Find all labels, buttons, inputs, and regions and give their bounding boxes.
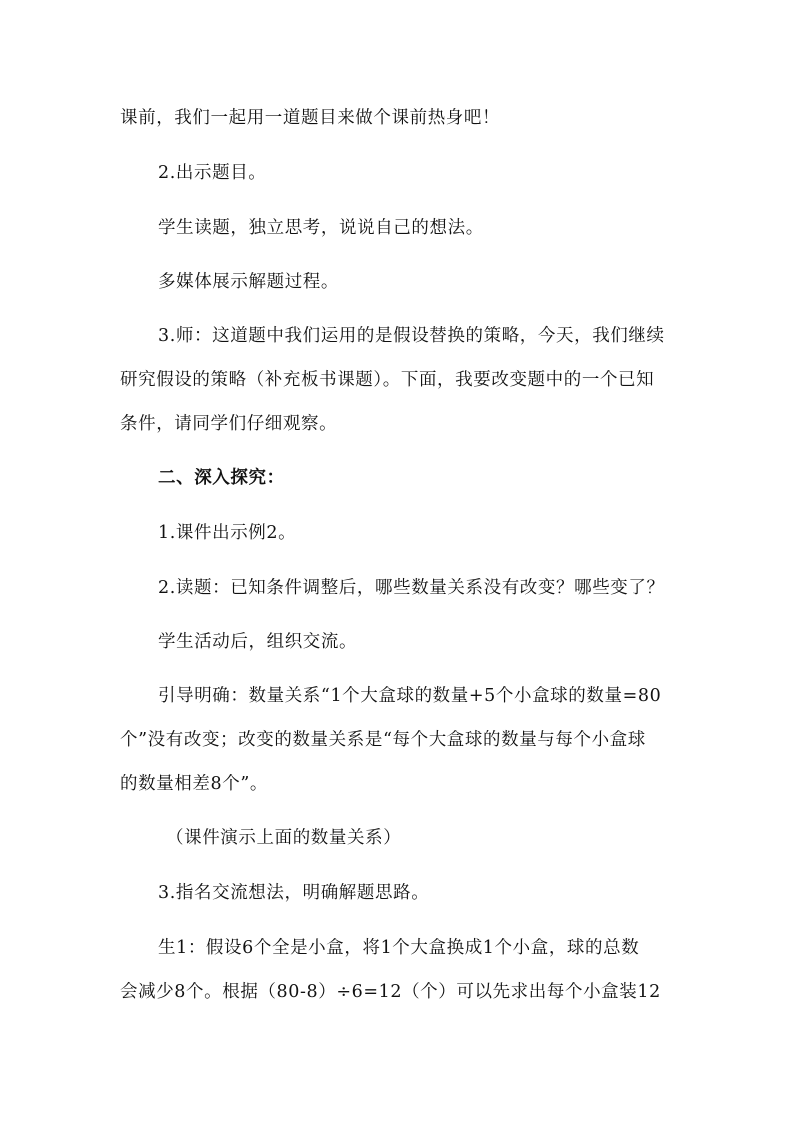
- paragraph-line: 引导明确：数量关系“1个大盒球的数量+5个小盒球的数量=80: [158, 686, 662, 706]
- paragraph-line: 2.读题：已知条件调整后，哪些数量关系没有改变？哪些变了？: [158, 578, 665, 598]
- paragraph-line: 条件，请同学们仔细观察。: [120, 414, 338, 434]
- paragraph-line: （课件演示上面的数量关系）: [166, 828, 402, 848]
- paragraph-line: 会减少8个。根据（80-8）÷6=12（个）可以先求出每个小盒装12: [120, 982, 661, 1002]
- section-heading: 二、深入探究：: [158, 468, 285, 488]
- paragraph-line: 多媒体展示解题过程。: [158, 272, 339, 292]
- paragraph-line: 研究假设的策略（补充板书课题）。下面，我要改变题中的一个已知: [120, 370, 655, 390]
- paragraph-line: 1.课件出示例2。: [158, 523, 297, 543]
- paragraph-line: 2.出示题目。: [158, 163, 267, 183]
- paragraph-line: 的数量相差8个”。: [120, 774, 268, 794]
- paragraph-line: 生1：假设6个全是小盒，将1个大盒换成1个小盒，球的总数: [158, 938, 640, 958]
- paragraph-line: 3.指名交流想法，明确解题思路。: [158, 883, 430, 903]
- paragraph-line: 3.师：这道题中我们运用的是假设替换的策略，今天，我们继续: [158, 326, 665, 346]
- paragraph-line: 课前，我们一起用一道题目来做个课前热身吧！: [120, 108, 501, 128]
- paragraph-line: 学生读题，独立思考，说说自己的想法。: [158, 218, 484, 238]
- paragraph-line: 学生活动后，组织交流。: [158, 632, 358, 652]
- paragraph-line: 个”没有改变；改变的数量关系是“每个大盒球的数量与每个小盒球: [120, 730, 646, 750]
